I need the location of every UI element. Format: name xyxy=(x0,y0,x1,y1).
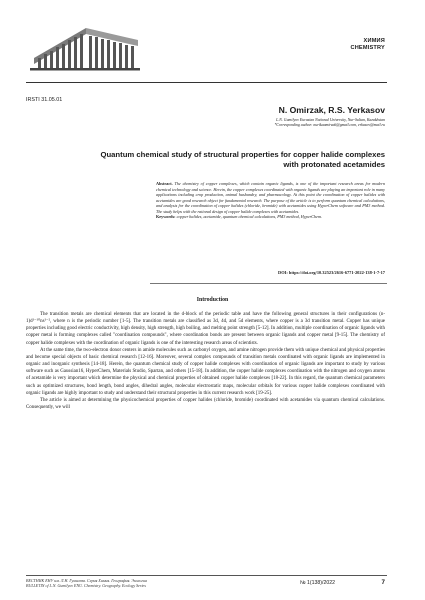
header-rule xyxy=(26,82,387,83)
section-en: CHEMISTRY xyxy=(350,45,385,51)
article-title xyxy=(65,150,385,170)
title-line-2: with protonated acetamides xyxy=(283,160,385,169)
irsti-code: IRSTI 31.05.01 xyxy=(26,97,63,103)
journal-name-en: BULLETIN of L.N. Gumilyov ENU. Chemistry. Geography. Ecology Series xyxy=(26,583,146,589)
issue-number: № 1(138)/2022 xyxy=(300,580,335,586)
main-text xyxy=(26,311,385,411)
keywords-label: Keywords: xyxy=(156,214,176,220)
authors: N. Omirzak, R.S. Yerkasov xyxy=(278,105,385,115)
paragraph: The transition metals are chemical elements that are located in the d-block of the periodic table and have the following general structures in their configurations (n-1)d¹⁻¹⁰ns¹⁻², where n is the periodic number [1-5]. The transition metals are classified as 3d, 4d, and 5d elements, where copper is a 3d transition metal. Copper has unique properties including good electric conductivity, high density, high strength, high boiling, and melting point strength [5-12]. In addition, multiple coordination of organic ligands with copper metal is forming complexes called "coordination compounds", where coordination bonds are present between organic ligands and copper metal [9-15]. The chemistry of copper halide complexes with the coordination of organic ligands is one of the interesting research areas of scientists. xyxy=(26,312,385,346)
abstract-label: Abstract. xyxy=(156,181,173,186)
affiliation-block xyxy=(85,118,385,128)
keywords-text: copper halides, acetamide, quantum chemical calculations, PM3 method, HyperChem. xyxy=(176,214,323,220)
keywords xyxy=(156,214,385,220)
paragraph: At the same time, the two-electron donor centers in amide molecules such as carbonyl oxygen, and amine nitrogen provide them with unique chemical and physical properties and become special objects of basic chemical research [12-16]. Moreover, several complex compounds of transition metals coordinated with organic ligands are implemented in organic and inorganic synthesis [14-18]. Herein, the quantum chemical study of copper halide complexes with coordination of organic ligands are important to study by various software such as Gaussian16, HyperChem, Materials Studio, Spartan, and others [15-18]. In addition, the copper halide complexes coordination with the nitrogen and oxygen atoms of acetamide is very important which determine the physical and chemical properties of obtained copper halide complexes [18-22]. In this regard, the quantum chemical parameters such as optimized structures, bond length, bond angles, dihedral angles, molecular electrostatic maps, molecular orbitals for various copper halide complexes coordinated with organic ligands are highly important to study and understand their structural properties in this current research work [19-25]. xyxy=(26,347,385,396)
abstract-rule xyxy=(150,283,387,284)
doi-link[interactable]: DOI: https://doi.org/10.32523/2616-6771-2022-138-1-7-17 xyxy=(278,270,385,275)
journal-name xyxy=(26,578,147,589)
section-heading: Introduction xyxy=(196,297,229,303)
section-ru: ХИМИЯ xyxy=(363,38,385,44)
abstract-text: The chemistry of copper complexes, which contain organic ligands, is one of the important research areas for modern chemical technology and science. Herein, the copper complexes coordinated with organic ligands are playing an important role in many applications including crop production, animal husbandry, and pharmacology. At this point the coordination of copper halides with acetamides are good research object for fundamental research. The purpose of the article is to perform quantum chemical calculations, and analysis for the coordination of copper halides (chloride, bromide) with acetamides using HyperChem software and PM3 method. The study helps with the rational design of copper halide complexes with acetamides. xyxy=(156,181,386,214)
university-building-logo xyxy=(26,18,144,74)
affiliation: L.N. Gumilyov Eurasian National University, Nur-Sultan, Kazakhstan xyxy=(276,118,385,122)
paragraph: The article is aimed at determining the physicochemical properties of copper halides (chloride, bromide) coordinated with acetamides via quantum chemical calculations. Consequently, we will xyxy=(26,397,385,411)
correspondence: *Corresponding author: nurikaamirzak@gmail.com, erkasov@mail.ru xyxy=(274,123,385,127)
journal-name-ru: ВЕСТНИК ЕНУ им. Л.Н. Гумилева. Серия Химия. География. Экология xyxy=(26,578,147,583)
journal-section-label xyxy=(350,38,385,52)
page-number: 7 xyxy=(381,579,385,586)
title-line-1: Quantum chemical study of structural properties for copper halide complexes xyxy=(100,150,385,159)
footer-rule xyxy=(26,575,387,576)
abstract xyxy=(156,181,385,220)
